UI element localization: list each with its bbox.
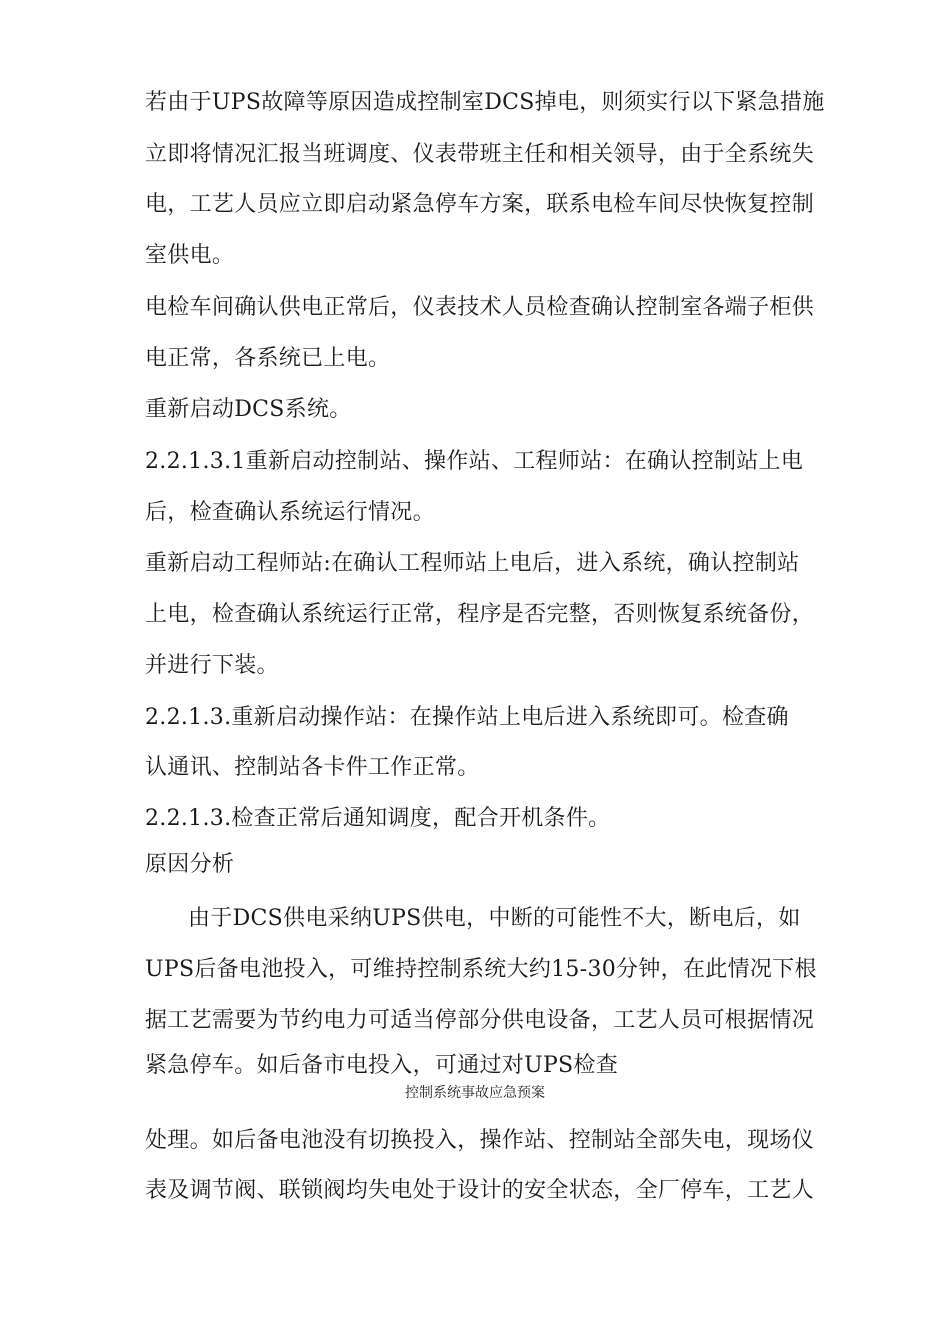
text-line: 表及调节阀、联锁阀均失电处于设计的安全状态，全厂停车，工艺人 [145, 1178, 815, 1203]
text-line: 电检车间确认供电正常后，仪表技术人员检查确认控制室各端子柜供 [145, 295, 815, 320]
text-line: 重新启动工程师站:在确认工程师站上电后，进入系统，确认控制站 [145, 551, 800, 576]
text-line: 据工艺需要为节约电力可适当停部分供电设备，工艺人员可根据情况 [145, 1008, 815, 1033]
text-line: 并进行下装。 [145, 653, 279, 678]
text-line: 重新启动DCS系统。 [145, 397, 352, 422]
text-line: 紧急停车。如后备市电投入，可通过对UPS检查 [145, 1053, 619, 1078]
text-line: 由于DCS供电采纳UPS供电，中断的可能性不大，断电后，如 [188, 906, 801, 931]
text-line: 上电，检查确认系统运行正常，程序是否完整，否则恢复系统备份， [145, 602, 815, 627]
text-line: 2.2.1.3.重新启动操作站：在操作站上电后进入系统即可。检查确 [145, 705, 789, 730]
text-line: 电，工艺人员应立即启动紧急停车方案，联系电检车间尽快恢复控制 [145, 192, 815, 217]
text-line: 2.2.1.3.1重新启动控制站、操作站、工程师站：在确认控制站上电 [145, 449, 804, 474]
text-line: 电正常，各系统已上电。 [145, 346, 391, 371]
text-line: 处理。如后备电池没有切换投入，操作站、控制站全部失电，现场仪 [145, 1128, 815, 1153]
text-line: 认通讯、控制站各卡件工作正常。 [145, 755, 480, 780]
page-footer: 控制系统事故应急预案 [405, 1085, 545, 1101]
text-line: 后，检查确认系统运行情况。 [145, 500, 435, 525]
text-line: 室供电。 [145, 243, 235, 268]
section-heading: 原因分析 [145, 852, 235, 877]
text-line: 立即将情况汇报当班调度、仪表带班主任和相关领导，由于全系统失 [145, 142, 815, 167]
text-line: UPS后备电池投入，可维持控制系统大约15-30分钟，在此情况下根 [145, 957, 817, 982]
text-line: 若由于UPS故障等原因造成控制室DCS掉电，则须实行以下紧急措施 [145, 90, 825, 115]
text-line: 2.2.1.3.检查正常后通知调度，配合开机条件。 [145, 806, 611, 831]
